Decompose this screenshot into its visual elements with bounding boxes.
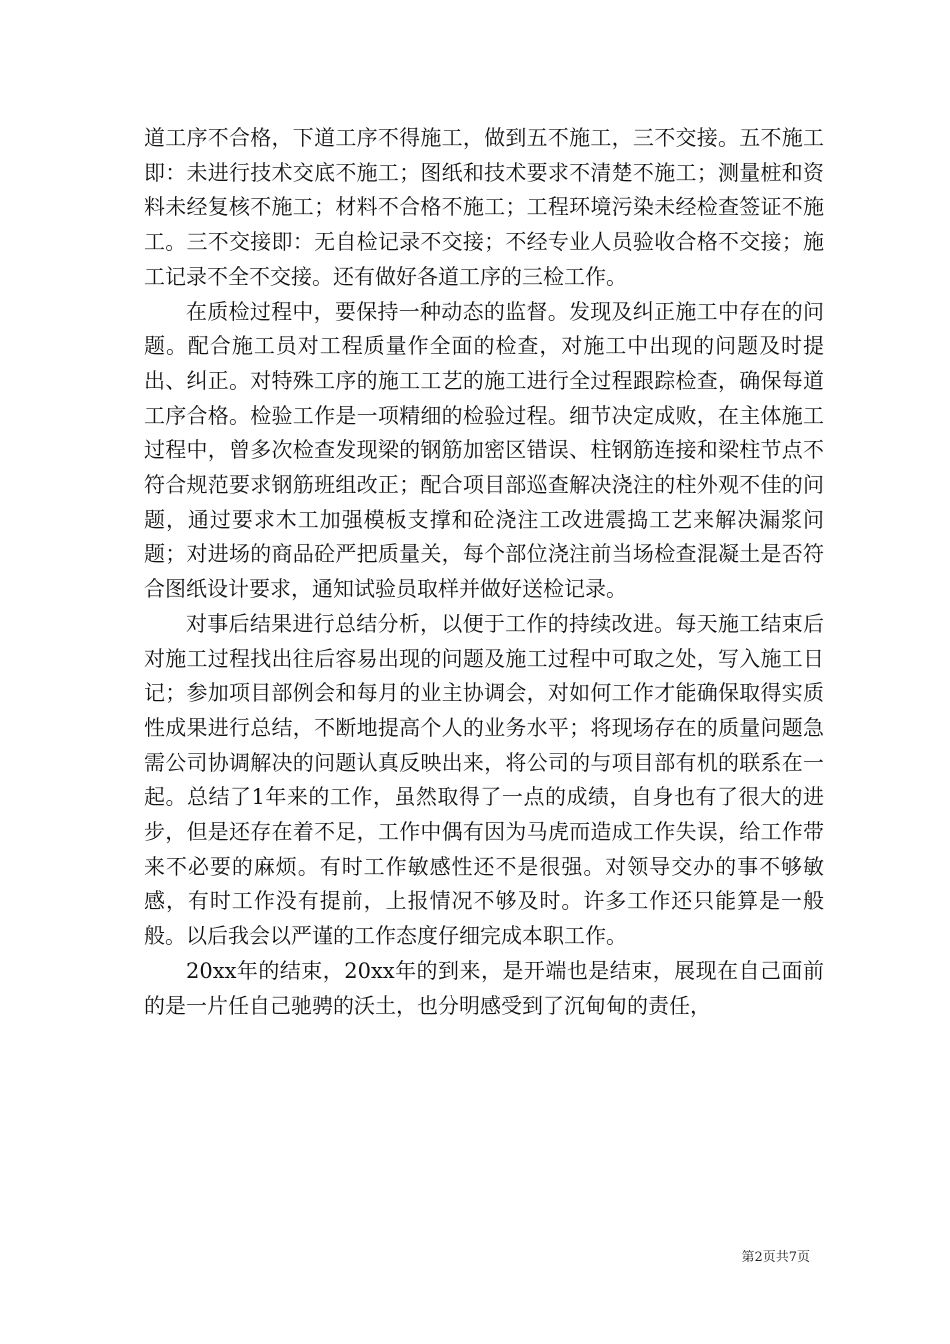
page-number-footer: 第2页共7页 [741, 1250, 810, 1265]
body-text [144, 121, 824, 1023]
paragraph-1: 道工序不合格，下道工序不得施工，做到五不施工，三不交接。五不施工即：未进行技术交底不施工；图纸和技术要求不清楚不施工；测量桩和资料未经复核不施工；材料不合格不施工；工程环境污染未经检查签证不施工。三不交接即：无自检记录不交接；不经专业人员验收合格不交接；施工记录不全不交接。还有做好各道工序的三检工作。 [144, 126, 824, 289]
paragraph-2: 在质检过程中，要保持一种动态的监督。发现及纠正施工中存在的问题。配合施工员对工程质量作全面的检查，对施工中出现的问题及时提出、纠正。对特殊工序的施工工艺的施工进行全过程跟踪检查，确保每道工序合格。检验工作是一项精细的检验过程。细节决定成败，在主体施工过程中，曾多次检查发现梁的钢筋加密区错误、柱钢筋连接和梁柱节点不符合规范要求钢筋班组改正；配合项目部巡查解决浇注的柱外观不佳的问题，通过要求木工加强模板支撑和砼浇注工改进震捣工艺来解决漏浆问题；对进场的商品砼严把质量关，每个部位浇注前当场检查混凝土是否符合图纸设计要求，通知试验员取样并做好送检记录。 [144, 299, 824, 602]
paragraph-4: 20xx年的结束，20xx年的到来，是开端也是结束，展现在自己面前的是一片任自己驰骋的沃土，也分明感受到了沉甸甸的责任， [144, 958, 824, 1018]
paragraph-3: 对事后结果进行总结分析，以便于工作的持续改进。每天施工结束后对施工过程找出往后容易出现的问题及施工过程中可取之处，写入施工日记；参加项目部例会和每月的业主协调会，对如何工作才能确保取得实质性成果进行总结，不断地提高个人的业务水平；将现场存在的质量问题急需公司协调解决的问题认真反映出来，将公司的与项目部有机的联系在一起。总结了1年来的工作，虽然取得了一点的成绩，自身也有了很大的进步，但是还存在着不足，工作中偶有因为马虎而造成工作失误，给工作带来不必要的麻烦。有时工作敏感性还不是很强。对领导交办的事不够敏感，有时工作没有提前，上报情况不够及时。许多工作还只能算是一般般。以后我会以严谨的工作态度仔细完成本职工作。 [144, 611, 824, 949]
